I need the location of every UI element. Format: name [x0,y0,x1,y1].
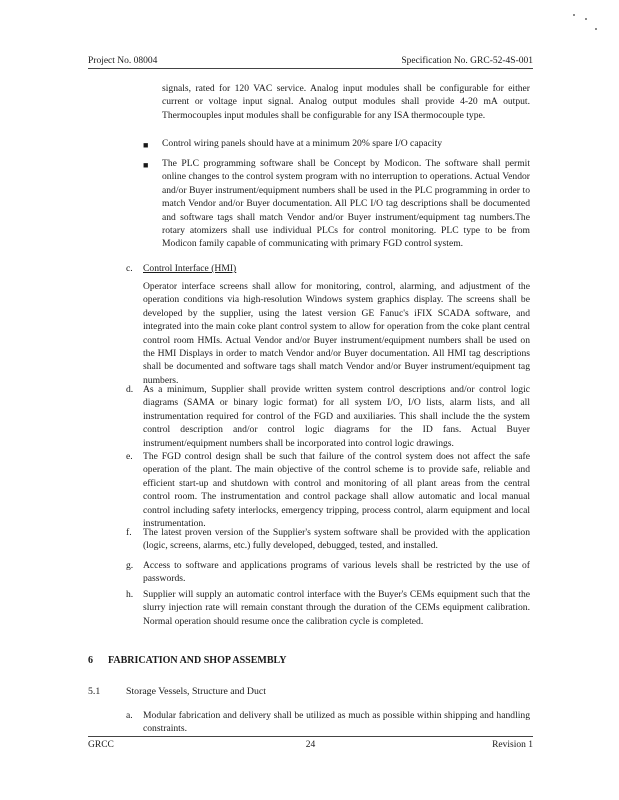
item-e-text: The FGD control design shall be such that failure of the control system does not affect the safe operation of the plant. The main objective of the control scheme is to provide safe, reliable and efficient start-up and shutdown with control and monitoring of all plant areas from the central control room. The instrumentation and control package shall allow automatic and local manual control including safety interlocks, emergency tripping, process control, alarm equipment and local instrumentation. [143,451,530,530]
project-number: Project No. 08004 [88,56,158,66]
specification-number: Specification No. GRC-52-4S-001 [401,56,533,66]
item-a-letter: a. [126,710,133,721]
item-f-text: The latest proven version of the Supplier's system software shall be provided with the application (logic, screens, alarms, etc.) fully developed, debugged, tested, and installed. [143,527,530,552]
section-5-1-title: Storage Vessels, Structure and Duct [126,686,266,697]
footer-company: GRCC [88,740,114,750]
page-header [88,56,533,69]
item-f-letter: f. [126,527,132,538]
item-h-letter: h. [126,589,134,600]
section-5-1-number: 5.1 [88,686,101,697]
bullet-icon: ■ [143,140,149,150]
item-c-title: Control Interface (HMI) [143,263,237,274]
item-g-text: Access to software and applications programs of various levels shall be restricted by the use of passwords. [143,560,530,585]
section-6-title: FABRICATION AND SHOP ASSEMBLY [108,655,287,666]
item-g-letter: g. [126,560,134,571]
bullet-icon: ■ [143,160,149,170]
wiring-capacity-bullet: Control wiring panels should have at a minimum 20% spare I/O capacity [162,138,443,149]
scan-specks [571,10,601,40]
plc-software-bullet: The PLC programming software shall be Concept by Modicon. The software shall permit online changes to the control system program with no interruption to operations. Actual Vendor and/or Buyer instrument/equipment numbers shall be used in the PLC programming in order to match Vendor and/or Buyer documentation. All PLC I/O tag descriptions shall be documented and software tags shall match Vendor and/or Buyer instrument/equipment tag numbers.The rotary atomizers shall use individual PLCs for control monitoring. PLC type to be from Modicon family capable of communicating with primary FGD control system. [162,158,530,250]
item-a-text: Modular fabrication and delivery shall be utilized as much as possible within shipping and handling constraints. [143,710,530,735]
item-h-text: Supplier will supply an automatic control interface with the Buyer's CEMs equipment such that the slurry injection rate will remain constant through the duration of the CEMs equipment calibration. Normal operation should resume once the calibration cycle is completed. [143,589,530,627]
item-c-text: Operator interface screens shall allow for monitoring, control, alarming, and adjustment of the operation conditions via high-resolution Windows system graphics display. The screens shall be developed by the supplier, using the latest version GE Fanuc's iFIX SCADA software, and integrated into the main coke plant control system to allow for operation from the coke plant central control room HMIs. Actual Vendor and/or Buyer instrument/equipment numbers shall be used on the HMI Displays in order to match Vendor and/or Buyer documentation. All HMI tag descriptions shall be documented and software tags shall match Vendor and/or Buyer instrument/equipment tag numbers. [143,281,530,386]
section-6-number: 6 [88,655,93,666]
item-d-text: As a minimum, Supplier shall provide written system control descriptions and/or control logic diagrams (SAMA or binary logic format) for all system I/O, I/O lists, alarm lists, and all instrumentation required for control of the FGD and auxiliaries. This shall include the the system control description and/or control logic diagrams for the ID fans. Actual Buyer instrument/equipment numbers shall be incorporated into control logic drawings. [143,384,530,449]
item-e-letter: e. [126,451,133,462]
item-c-letter: c. [126,263,133,274]
page-number: 24 [305,740,316,750]
page-footer [88,736,533,753]
item-d-letter: d. [126,384,134,395]
io-modules-paragraph: signals, rated for 120 VAC service. Analog input modules shall be configurable for either current or voltage input signal. Analog output modules shall provide 4-20 mA output. Thermocouples input modules shall be configurable for any ISA thermocouple type. [162,83,530,121]
revision-label: Revision 1 [492,740,533,750]
